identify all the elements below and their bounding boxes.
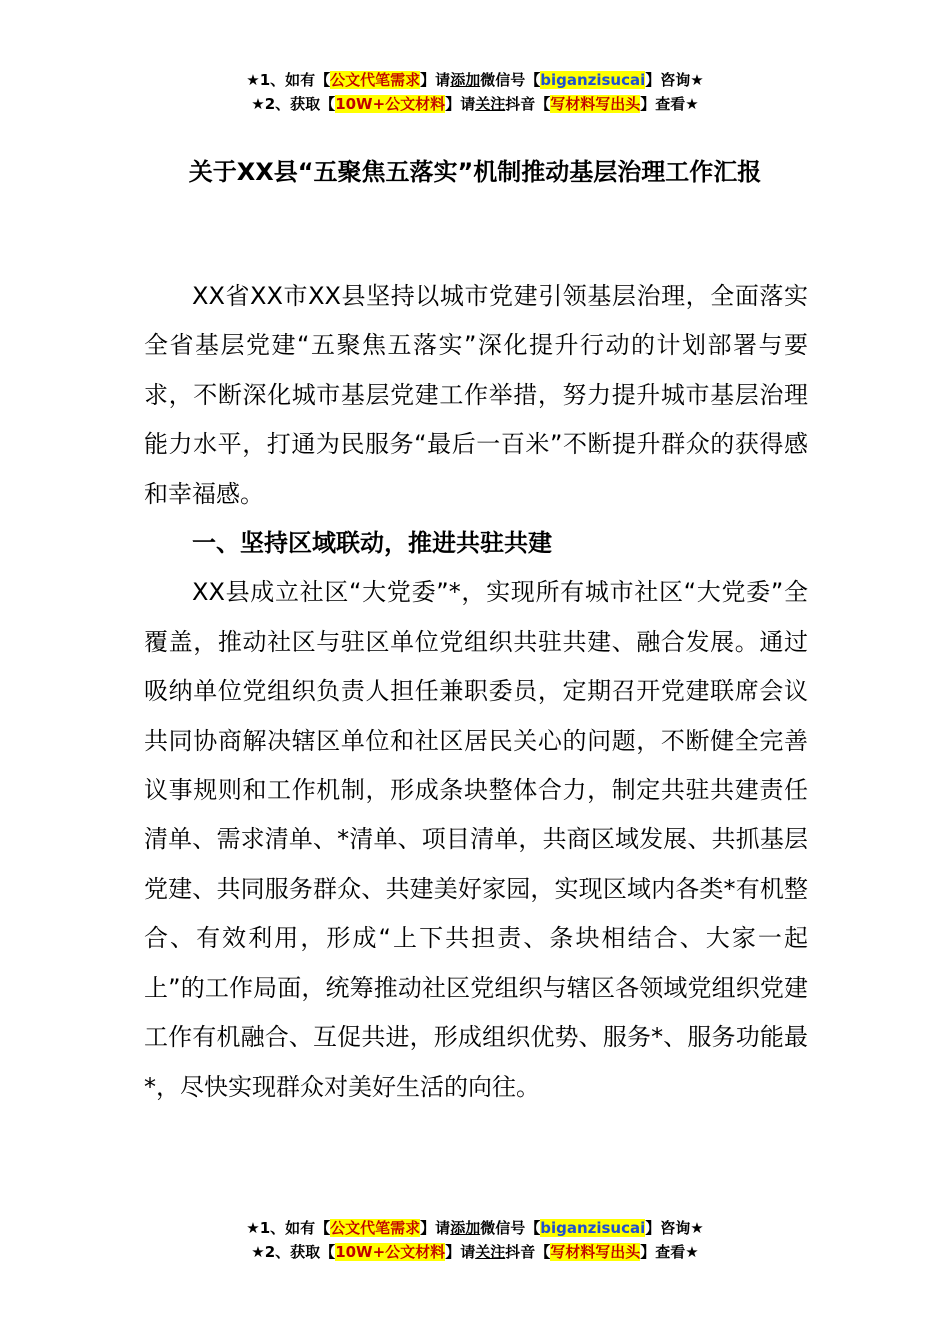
footer-banner: [0, 1216, 950, 1264]
section-heading-1: 一、坚持区域联动，推进共驻共建: [192, 529, 552, 558]
banner-highlight-douyin-id: 写材料写出头: [550, 1243, 641, 1261]
banner-text: 】咨询★: [645, 71, 704, 89]
banner-text: 】请: [445, 1243, 476, 1261]
banner-highlight-service: 公文代笔需求: [330, 1219, 421, 1237]
banner-text: ★2、获取【: [251, 1243, 336, 1261]
paragraph-intro: XX省XX市XX县坚持以城市党建引领基层治理，全面落实全省基层党建“五聚焦五落实”深化提升行动的计划部署与要求，不断深化城市基层党建工作举措，努力提升城市基层治理能力水平，打通为民服务“最后一百米”不断提升群众的获得感和幸福感。: [144, 282, 808, 508]
banner-text: ★1、如有【: [246, 71, 331, 89]
banner-line-1: [0, 1216, 950, 1240]
banner-text: ★2、获取【: [251, 95, 336, 113]
banner-line-2: [0, 1240, 950, 1264]
document-body: [144, 272, 808, 1112]
banner-underlined-text: 添加: [450, 1219, 481, 1237]
banner-line-1: [0, 68, 950, 92]
banner-text: 】请: [445, 95, 476, 113]
banner-highlight-douyin-id: 写材料写出头: [550, 95, 641, 113]
banner-underlined-text: 关注: [475, 95, 506, 113]
banner-text: 】请: [420, 1219, 451, 1237]
banner-highlight-materials: 10W+公文材料: [335, 95, 446, 113]
document-title: 关于XX县“五聚焦五落实”机制推动基层治理工作汇报: [188, 158, 762, 186]
banner-underlined-text: 关注: [475, 1243, 506, 1261]
banner-text: 】咨询★: [645, 1219, 704, 1237]
banner-text: 抖音【: [505, 95, 551, 113]
banner-text: 】查看★: [640, 95, 699, 113]
banner-text: 微信号【: [480, 71, 541, 89]
banner-underlined-text: 添加: [450, 71, 481, 89]
banner-text: 】查看★: [640, 1243, 699, 1261]
banner-text: 微信号【: [480, 1219, 541, 1237]
paragraph-section-1: XX县成立社区“大党委”*，实现所有城市社区“大党委”全覆盖，推动社区与驻区单位党组织共驻共建、融合发展。通过吸纳单位党组织负责人担任兼职委员，定期召开党建联席会议共同协商解决辖区单位和社区居民关心的问题，不断健全完善议事规则和工作机制，形成条块整体合力，制定共驻共建责任清单、需求清单、*清单、项目清单，共商区域发展、共抓基层党建、共同服务群众、共建美好家园，实现区域内各类*有机整合、有效利用，形成“上下共担责、条块相结合、大家一起上”的工作局面，统筹推动社区党组织与辖区各领域党组织党建工作有机融合、互促共进，形成组织优势、服务*、服务功能最*，尽快实现群众对美好生活的向往。: [144, 578, 808, 1101]
banner-highlight-materials: 10W+公文材料: [335, 1243, 446, 1261]
banner-highlight-wechat-id: biganzisucai: [540, 1219, 646, 1237]
banner-line-2: [0, 92, 950, 116]
banner-text: 】请: [420, 71, 451, 89]
banner-text: ★1、如有【: [246, 1219, 331, 1237]
banner-text: 抖音【: [505, 1243, 551, 1261]
banner-highlight-wechat-id: biganzisucai: [540, 71, 646, 89]
header-banner: [0, 68, 950, 116]
banner-highlight-service: 公文代笔需求: [330, 71, 421, 89]
